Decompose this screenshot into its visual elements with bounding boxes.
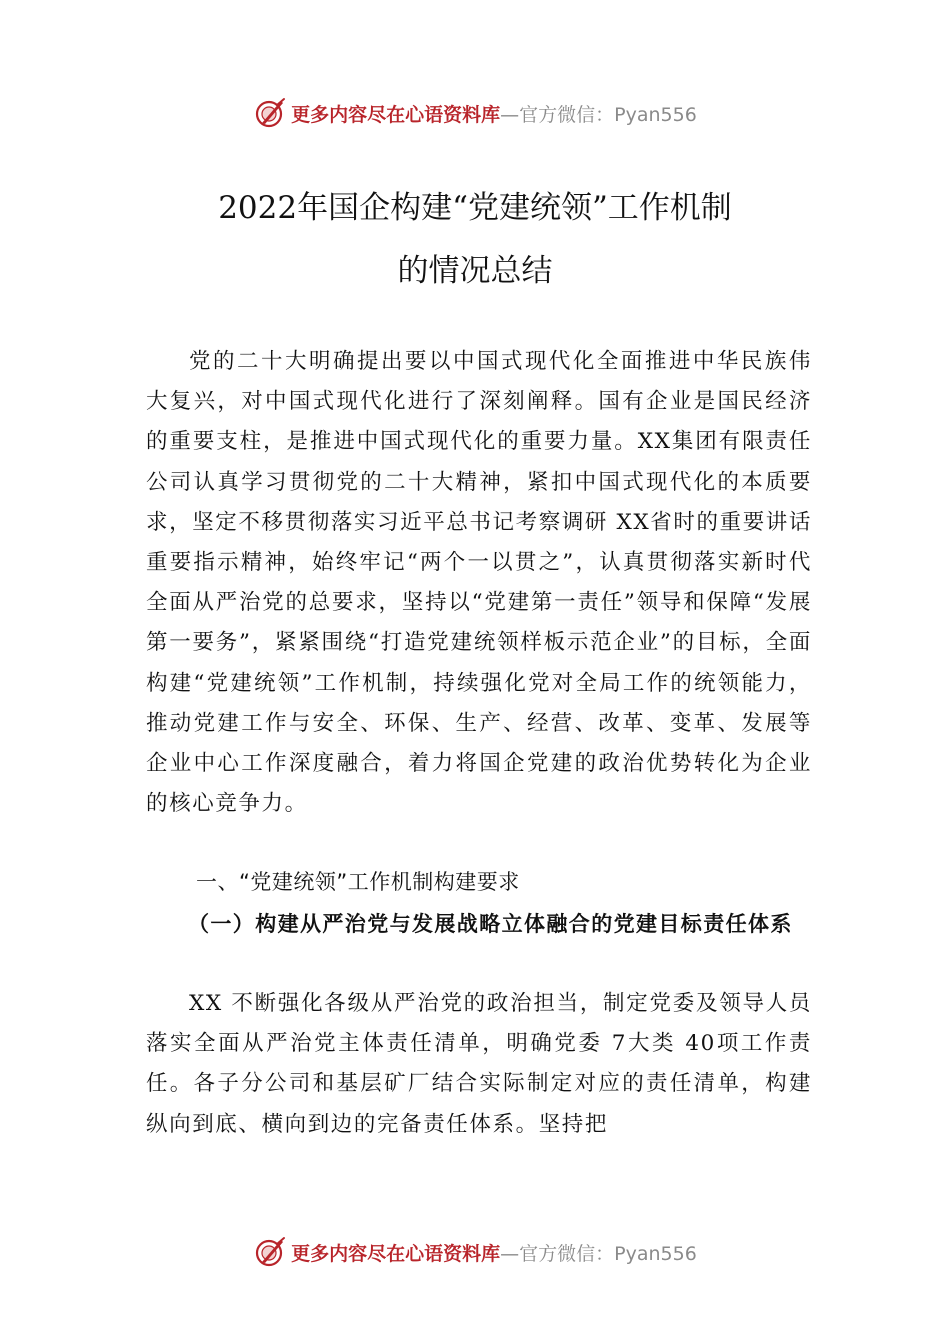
quill-logo-icon	[253, 1235, 287, 1269]
banner-site-name: 更多内容尽在心语资料库	[291, 103, 501, 126]
document-title-line2: 的情况总结	[397, 253, 553, 289]
banner-site-name: 更多内容尽在心语资料库	[291, 1242, 501, 1265]
subsection-heading: （一）构建从严治党与发展战略立体融合的党建目标责任体系	[188, 911, 793, 936]
body-text-block	[146, 342, 812, 824]
document-title-line1: 2022年国企构建“党建统领”工作机制	[218, 190, 732, 226]
body-text-block-2	[146, 984, 812, 1145]
paragraph-intro: 党的二十大明确提出要以中国式现代化全面推进中华民族伟大复兴，对中国式现代化进行了深刻阐释。国有企业是国民经济的重要支柱，是推进中国式现代化的重要力量。XX集团有限责任公司认真学习贯彻党的二十大精神，紧扣中国式现代化的本质要求，坚定不移贯彻落实习近平总书记考察调研 XX省时的重要讲话重要指示精神，始终牢记“两个一以贯之”，认真贯彻落实新时代全面从严治党的总要求，坚持以“党建第一责任”领导和保障“发展第一要务”，紧紧围绕“打造党建统领样板示范企业”的目标，全面构建“党建统领”工作机制，持续强化党对全局工作的统领能力，推动党建工作与安全、环保、生产、经营、改革、变革、发展等企业中心工作深度融合，着力将国企党建的政治优势转化为企业的核心竞争力。	[146, 349, 812, 817]
quill-logo-icon	[253, 96, 287, 130]
header-banner	[0, 93, 950, 133]
section-heading: 一、“党建统领”工作机制构建要求	[196, 870, 520, 894]
banner-wechat: —官方微信：Pyan556	[500, 1242, 697, 1265]
banner-wechat: —官方微信：Pyan556	[500, 103, 697, 126]
footer-banner	[0, 1232, 950, 1272]
paragraph-responsibility: XX 不断强化各级从严治党的政治担当，制定党委及领导人员落实全面从严治党主体责任清单，明确党委 7大类 40项工作责任。各子分公司和基层矿厂结合实际制定对应的责任清单，构建纵向到底、横向到边的完备责任体系。坚持把	[146, 991, 812, 1137]
